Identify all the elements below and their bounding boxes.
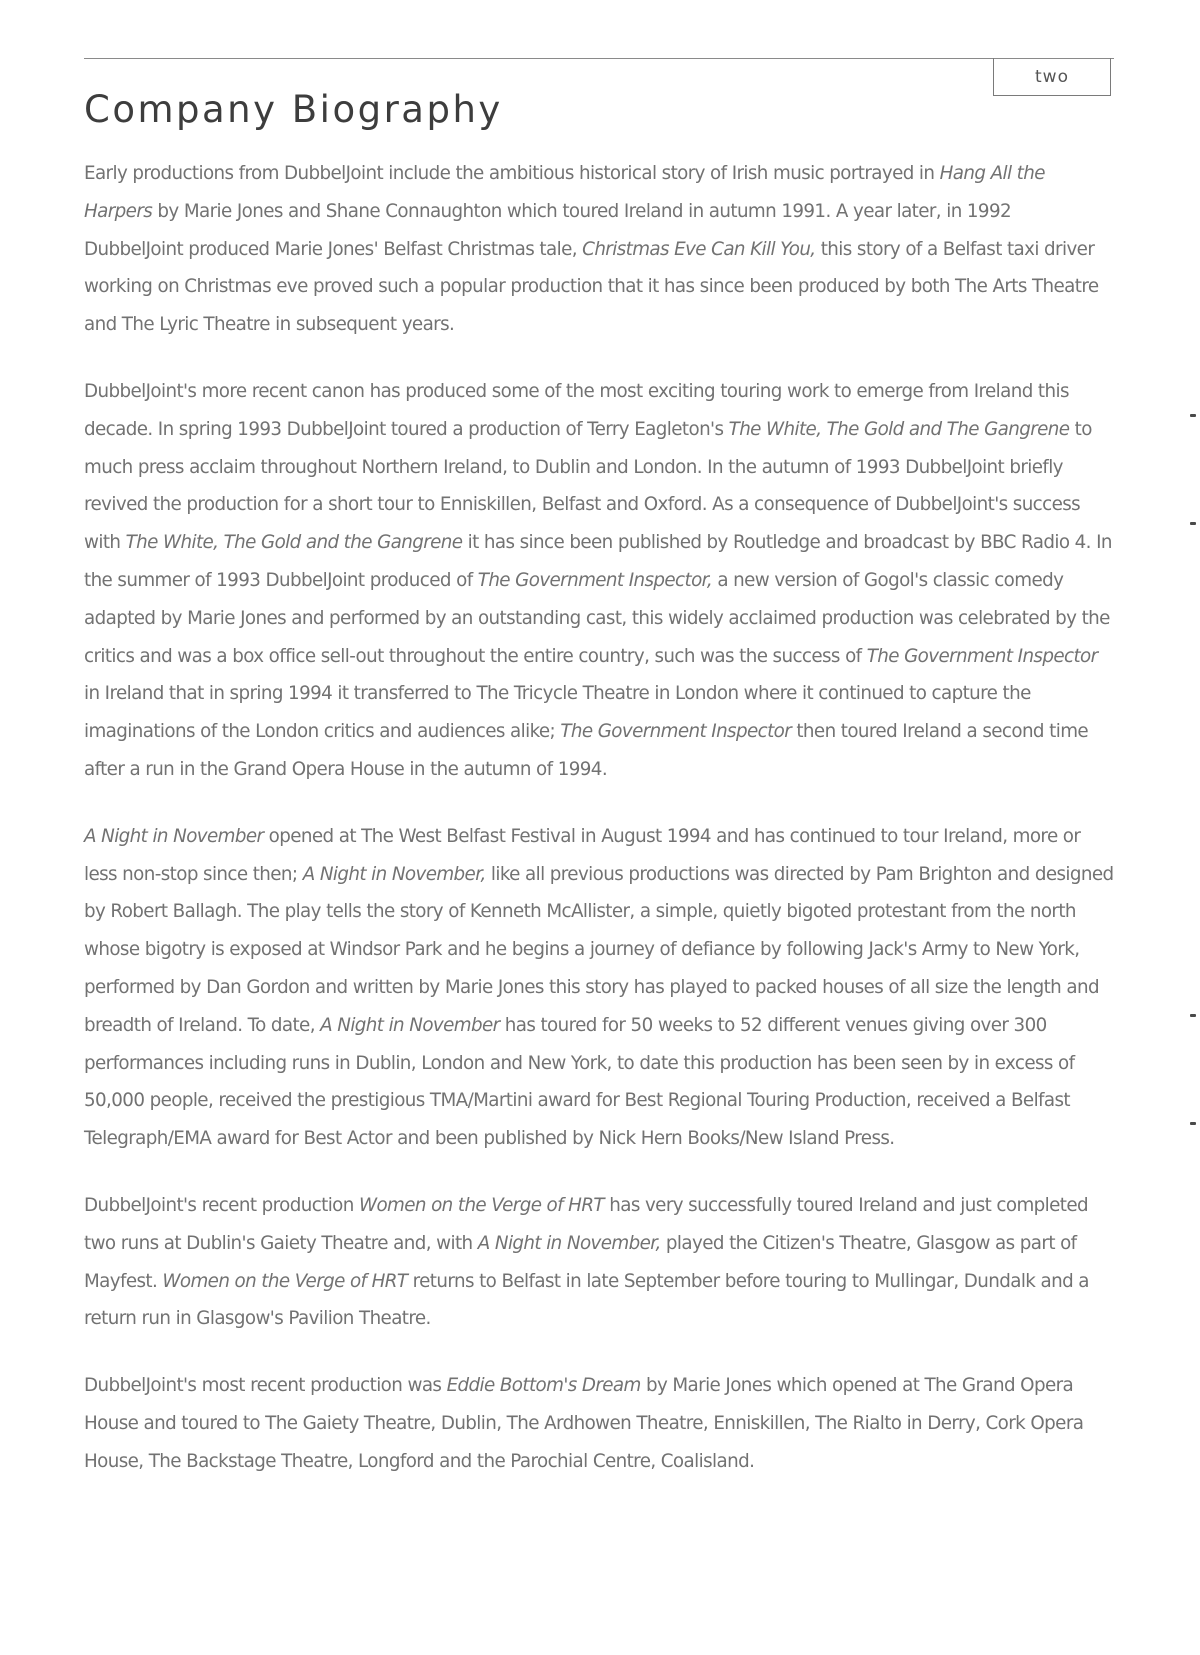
production-title: The Government Inspector [866, 645, 1098, 667]
paragraph-3 [84, 818, 1114, 1158]
page-number-box [993, 58, 1111, 96]
page-number-label: two [1035, 67, 1069, 87]
paragraph-text-run: returns to Belfast in late September before touring to Mullingar, Dundalk and a return run in Glasgow's Pavilion Theatre. [84, 1270, 1089, 1330]
production-title: Christmas Eve Can Kill You, [582, 238, 816, 260]
scan-edge-mark [1190, 522, 1196, 525]
paragraph-text-run: opened at The West Belfast Festival in August 1994 and has continued to tour Ireland, more or less non-stop since then; [84, 825, 1081, 885]
page-title: Company Biography [84, 87, 503, 131]
production-title: Hang All the Harpers [84, 163, 1045, 222]
paragraph-text-run: Early productions from DubbelJoint include the ambitious historical story of Irish music portrayed in [84, 163, 940, 184]
paragraph-text-run: to much press acclaim throughout Northern Ireland, to Dublin and London. In the autumn of 1993 DubbelJoint briefly revived the production for a short tour to Enniskillen, Belfast and Oxford. As a consequence of DubbelJoint's success with [84, 418, 1092, 554]
scan-edge-mark [1190, 414, 1196, 417]
paragraph-text-run: has toured for 50 weeks to 52 different venues giving over 300 performances including runs in Dublin, London and New York, to date this production has been seen by in excess of 50,000 people, received the prestigious TMA/Martini award for Best Regional Touring Production, received a Belfast Telegraph/EMA award for Best Actor and been published by Nick Hern Books/New Island Press. [84, 1014, 1075, 1150]
paragraph-2 [84, 373, 1114, 789]
paragraph-text-run: in Ireland that in spring 1994 it transferred to The Tricycle Theatre in London where it continued to capture the imaginations of the London critics and audiences alike; [84, 683, 1031, 743]
production-title: A Night in November [84, 825, 264, 847]
production-title: A Night in November, [477, 1232, 661, 1254]
paragraph-text-run: DubbelJoint's most recent production was [84, 1375, 447, 1397]
production-title: Women on the Verge of HRT [358, 1194, 605, 1216]
paragraph-5 [84, 1367, 1114, 1480]
paragraph-text-run: like all previous productions was directed by Pam Brighton and designed by Robert Ballagh. The play tells the story of Kenneth McAllister, a simple, quietly bigoted protestant from the north whose bigotry is exposed at Windsor Park and he begins a journey of defiance by following Jack's Army to New York, performed by Dan Gordon and written by Marie Jones this story has played to packed houses of all size the length and breadth of Ireland. To date, [84, 863, 1114, 1036]
scan-edge-mark [1190, 1014, 1196, 1017]
production-title: Women on the Verge of HRT [162, 1270, 408, 1292]
paragraph-1 [84, 155, 1114, 344]
paragraph-text-run: then toured Ireland a second time after a run in the Grand Opera House in the autumn of 1994. [84, 721, 1089, 780]
production-title: The White, The Gold and The Gangrene [728, 418, 1070, 440]
paragraph-text-run: it has since been published by Routledge and broadcast by BBC Radio 4. In the summer of 1993 DubbelJoint produced of [84, 532, 1112, 591]
paragraph-text-run: a new version of Gogol's classic comedy adapted by Marie Jones and performed by an outstanding cast, this widely acclaimed production was celebrated by the critics and was a box office sell-out throughout the entire country, such was the success of [84, 569, 1110, 667]
production-title: A Night in November [320, 1014, 500, 1036]
paragraph-4 [84, 1187, 1114, 1338]
paragraph-text-run: DubbelJoint's more recent canon has produced some of the most exciting touring work to emerge from Ireland this decade. In spring 1993 DubbelJoint toured a production of Terry Eagleton's [84, 380, 1069, 440]
paragraph-text-run: DubbelJoint's recent production [84, 1194, 359, 1216]
paragraph-text-run: has very successfully toured Ireland and just completed two runs at Dublin's Gaiety Theatre and, with [84, 1194, 1089, 1254]
production-title: The Government Inspector, [477, 569, 713, 591]
production-title: Eddie Bottom's Dream [446, 1375, 641, 1397]
paragraph-text-run: this story of a Belfast taxi driver working on Christmas eve proved such a popular production that it has since been produced by both The Arts Theatre and The Lyric Theatre in subsequent years. [84, 238, 1099, 336]
production-title: A Night in November, [302, 863, 486, 885]
paragraph-text-run: played the Citizen's Theatre, Glasgow as part of Mayfest. [84, 1232, 1077, 1292]
header-rule [84, 58, 1114, 59]
biography-body [84, 155, 1114, 1510]
production-title: The Government Inspector [560, 721, 792, 743]
paragraph-text-run: by Marie Jones which opened at The Grand Opera House and toured to The Gaiety Theatre, Dublin, The Ardhowen Theatre, Enniskillen, The Rialto in Derry, Cork Opera House, The Backstage Theatre, Longford and the Parochial Centre, Coalisland. [84, 1375, 1084, 1472]
paragraph-text-run: by Marie Jones and Shane Connaughton which toured Ireland in autumn 1991. A year later, in 1992 DubbelJoint produced Marie Jones' Belfast Christmas tale, [84, 200, 1012, 260]
production-title: The White, The Gold and the Gangrene [125, 532, 463, 554]
scan-edge-mark [1190, 1122, 1196, 1125]
